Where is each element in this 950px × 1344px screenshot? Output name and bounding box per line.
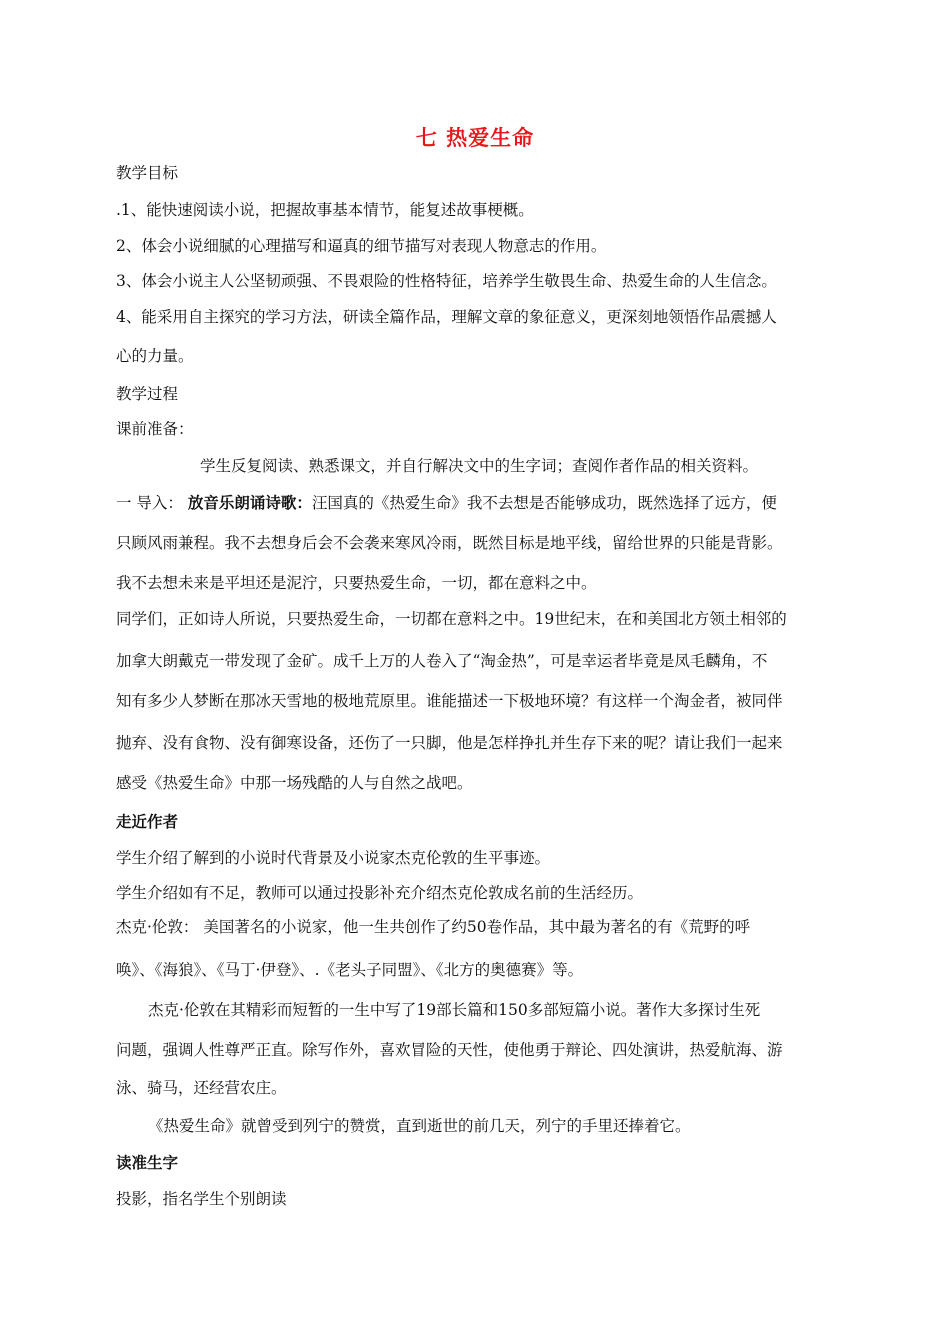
- objective-4: 4、能采用自主探究的学习方法，研读全篇作品，理解文章的象征意义，更深刻地领悟作品震撼人: [116, 308, 777, 326]
- intro-line-1-rest: 汪国真的《热爱生命》我不去想是否能够成功，既然选择了远方，便: [311, 494, 777, 512]
- intro-bold: 放音乐朗诵诗歌：: [187, 494, 312, 512]
- author-line: 学生介绍如有不足，教师可以通过投影补充介绍杰克伦敦成名前的生活经历。: [116, 884, 644, 902]
- objective-1: .1、能快速阅读小说，把握故事基本情节，能复述故事梗概。: [116, 201, 534, 219]
- intro-paragraph-line: 知有多少人梦断在那冰天雪地的极地荒原里。谁能描述一下极地环境？有这样一个淘金者，被同伴: [116, 692, 783, 710]
- prep-heading: 课前准备：: [116, 420, 194, 438]
- intro-line-2: 只顾风雨兼程。我不去想身后会不会袭来寒风冷雨，既然目标是地平线，留给世界的只能是背影。: [116, 534, 783, 552]
- author-line: 杰克·伦敦： 美国著名的小说家，他一生共创作了约50卷作品，其中最为著名的有《荒野的呼: [116, 918, 751, 936]
- intro-paragraph-line: 抛弃、没有食物、没有御寒设备，还伤了一只脚，他是怎样挣扎并生存下来的呢？请让我们一起来: [116, 734, 783, 752]
- process-heading: 教学过程: [116, 385, 179, 403]
- words-text: 投影，指名学生个别朗读: [116, 1190, 287, 1208]
- objective-3: 3、体会小说主人公坚韧顽强、不畏艰险的性格特征，培养学生敬畏生命、热爱生命的人生信念。: [116, 272, 777, 290]
- page-title: 七 热爱生命: [415, 126, 535, 150]
- prep-text: 学生反复阅读、熟悉课文，并自行解决文中的生字词；查阅作者作品的相关资料。: [200, 457, 759, 475]
- author-heading: 走近作者: [116, 813, 179, 831]
- author-praise: 《热爱生命》就曾受到列宁的赞赏，直到逝世的前几天，列宁的手里还捧着它。: [148, 1117, 691, 1135]
- objectives-heading: 教学目标: [116, 164, 179, 182]
- intro-paragraph-line: 感受《热爱生命》中那一场残酷的人与自然之战吧。: [116, 774, 473, 792]
- author-line: 学生介绍了解到的小说时代背景及小说家杰克伦敦的生平事迹。: [116, 849, 551, 867]
- author-line: 唤》、《海狼》、《马丁·伊登》、.《老头子同盟》、《北方的奥德赛》等。: [116, 961, 584, 979]
- intro-paragraph-line: 加拿大朗戴克一带发现了金矿。成千上万的人卷入了“淘金热”，可是幸运者毕竟是凤毛麟角，不: [116, 652, 768, 670]
- intro-label: 一 导入：: [116, 494, 183, 512]
- objective-4-continued: 心的力量。: [116, 347, 194, 365]
- intro-line-3: 我不去想未来是平坦还是泥泞，只要热爱生命，一切，都在意料之中。: [116, 574, 597, 592]
- author-paragraph-line: 泳、骑马，还经营农庄。: [116, 1079, 287, 1097]
- objective-2: 2、体会小说细腻的心理描写和逼真的细节描写对表现人物意志的作用。: [116, 237, 607, 255]
- author-paragraph-line: 杰克·伦敦在其精彩而短暂的一生中写了19部长篇和150多部短篇小说。著作大多探讨生死: [148, 1001, 761, 1019]
- words-heading: 读准生字: [116, 1154, 179, 1172]
- intro-paragraph-line: 同学们，正如诗人所说，只要热爱生命，一切都在意料之中。19世纪末，在和美国北方领土相邻的: [116, 610, 787, 628]
- intro-line-1: [116, 493, 841, 513]
- author-paragraph-line: 问题，强调人性尊严正直。除写作外，喜欢冒险的天性，使他勇于辩论、四处演讲，热爱航海、游: [116, 1041, 783, 1059]
